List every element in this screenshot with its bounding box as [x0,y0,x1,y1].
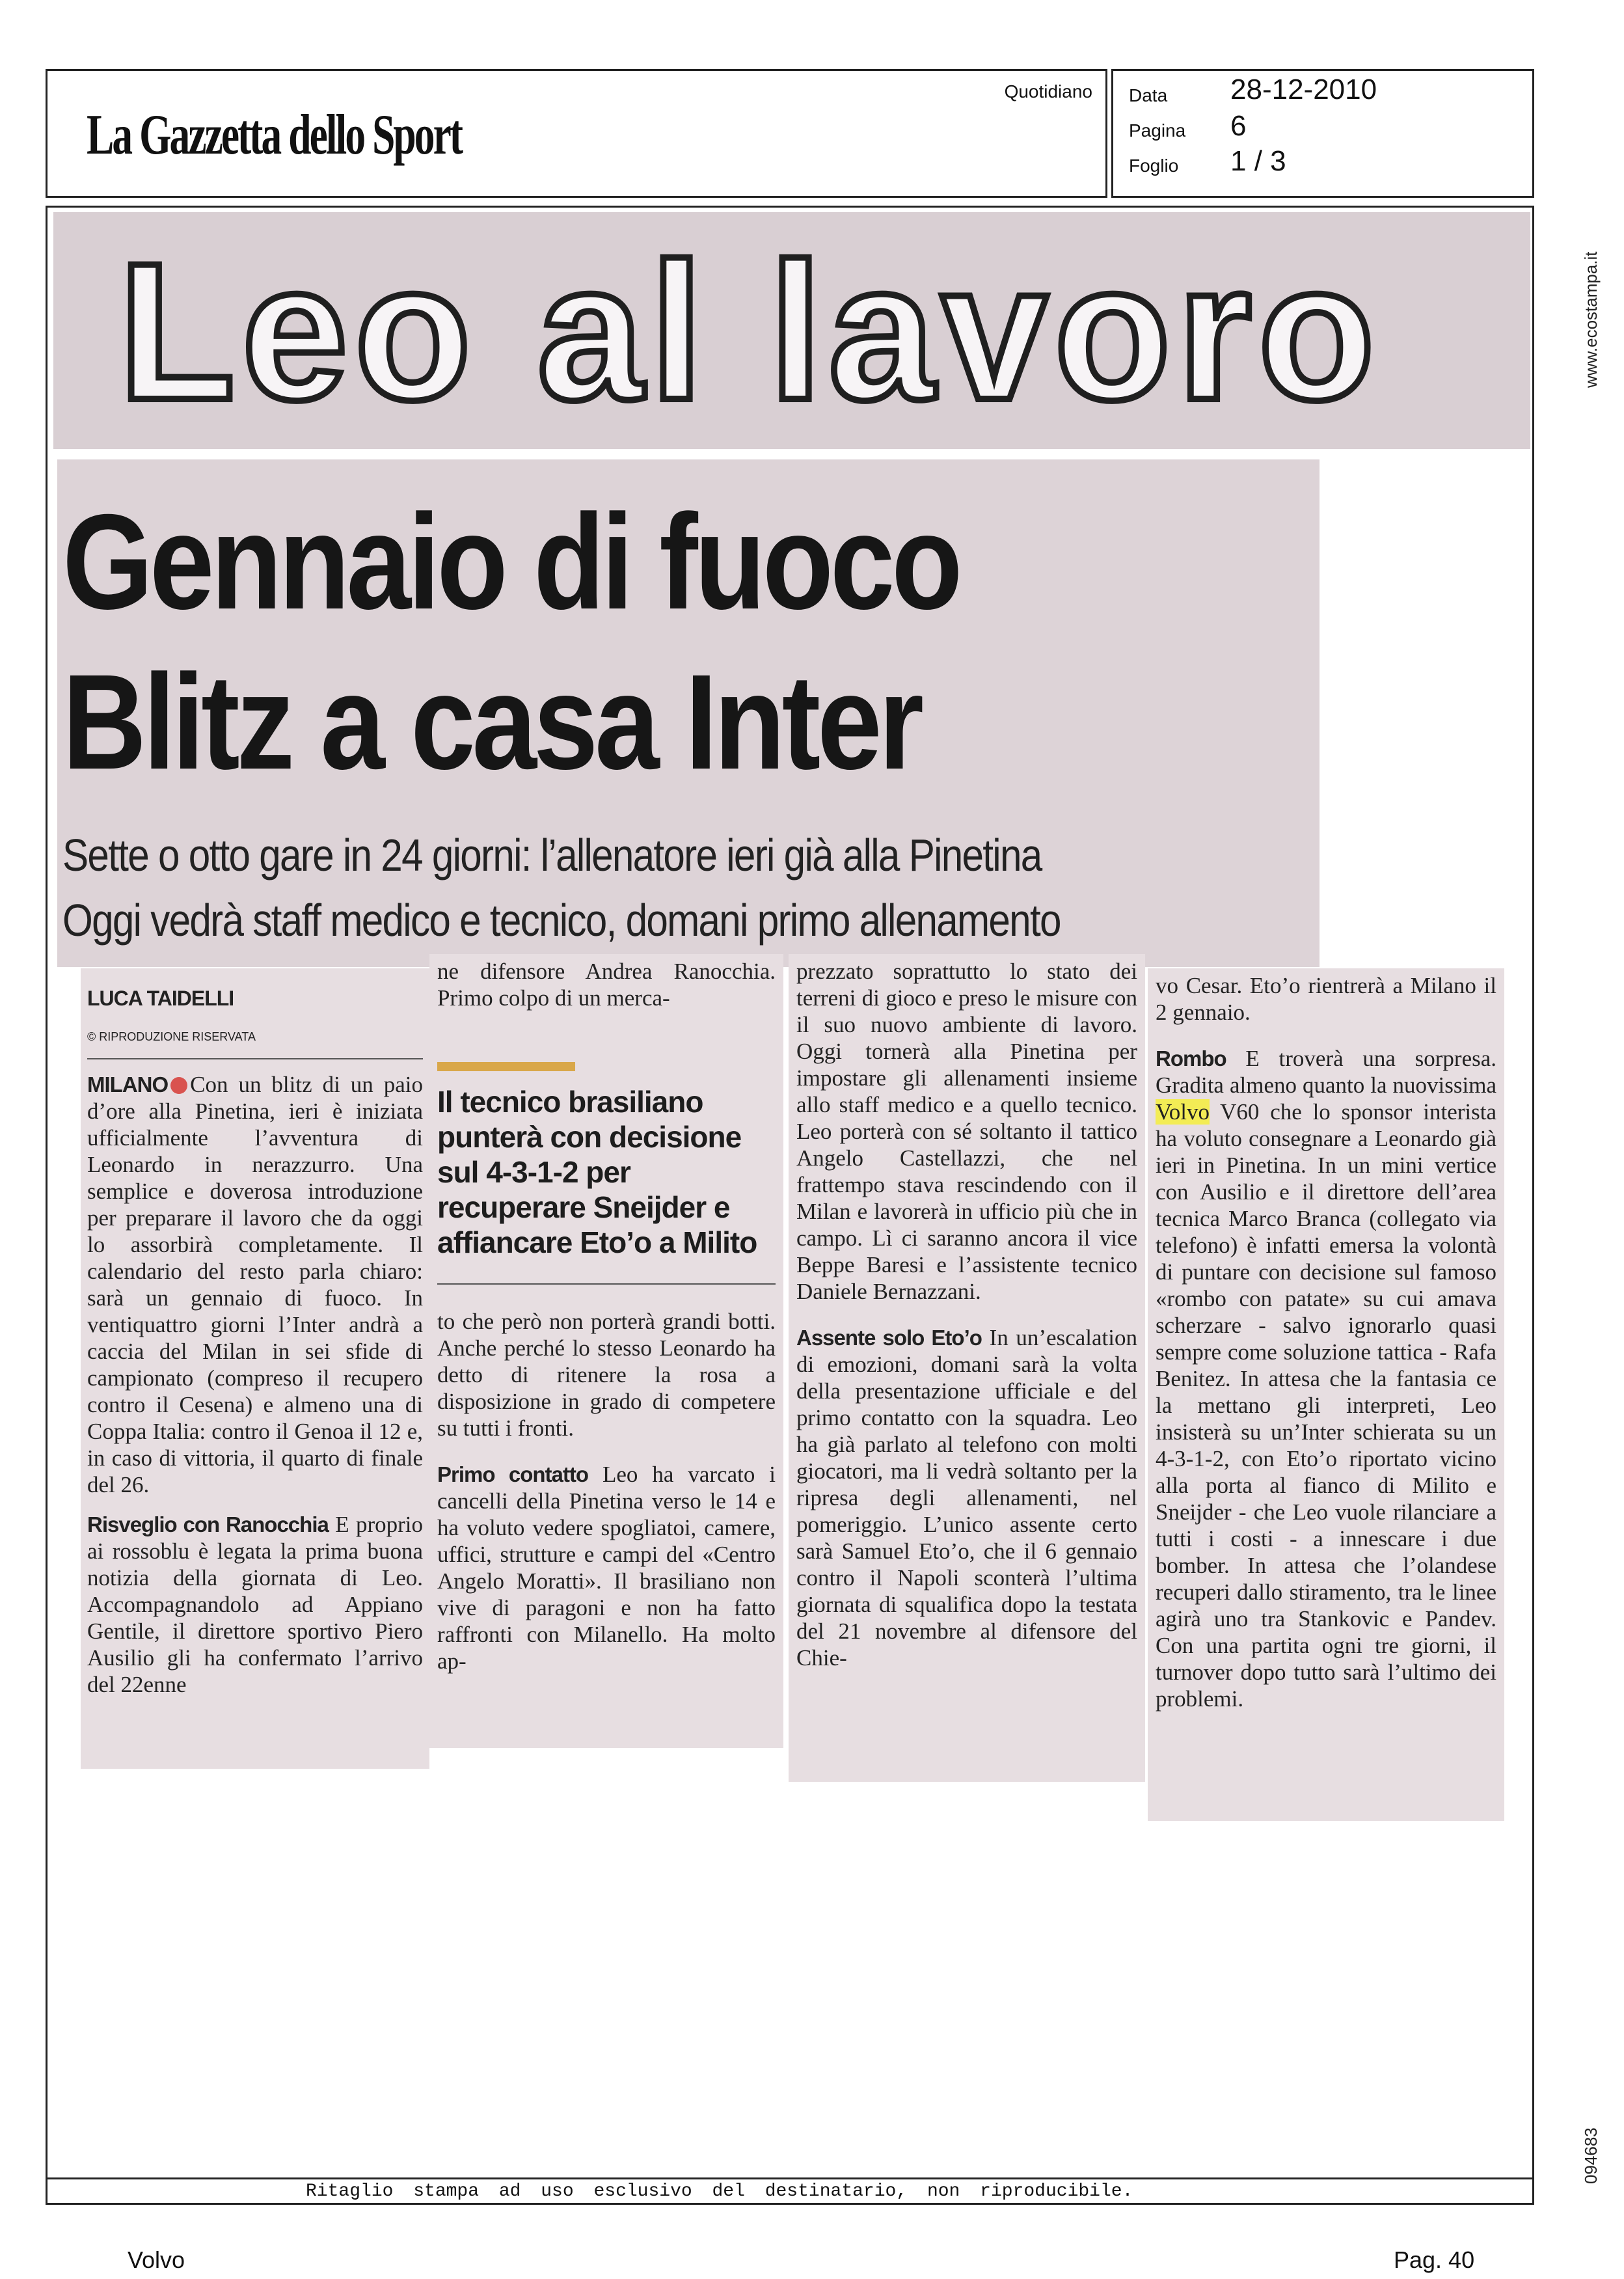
article-column-4 [1148,968,1504,1821]
meta-label-foglio: Foglio [1129,156,1179,176]
paragraph-text: V60 che lo sponsor interista ha voluto consegnare a Leonardo già ieri in Pinetina. In un mini vertice con Ausilio e il direttore dell’area tecnica Marco Branca (collegato via telefono) è infatti emersa la volontà di puntare con decisione sul famoso «rombo con patate» su cui amava scherzare - salvo ignorarlo quasi sempre come soluzione tattica - Rafa Benitez. In attesa che la fantasia ce la mettano gli interpreti, Leo insisterà su un’Inter schierata su un 4-3-1-2, con Eto’o riportato vicino alla porta al fianco di Milito e Sneijder - che Leo vuole rilanciare a tutti i costi - a innescare i due bomber. In attesa che l’olandese recuperi dallo stiramento, tra le linee agirà uno tra Stankovic e Pandev. Con una partita ogni tre giorni, il turnover dopo tutto sarà l’ultimo dei problemi. [1156,1099,1496,1712]
callout-accent-bar [437,1062,575,1071]
author-byline: LUCA TAIDELLI [87,987,234,1010]
meta-label-data: Data [1129,85,1168,105]
website-text: www.ecostampa.it [1581,251,1601,388]
highlighted-keyword: Volvo [1156,1099,1210,1125]
paragraph-text: ne difensore Andrea Ranocchia. Primo colpo di un merca- [437,959,776,1011]
paragraph [437,958,776,1011]
paragraph-text: vo Cesar. Eto’o rientrerà a Milano il 2 gennaio. [1156,973,1496,1025]
footer-client-name: Volvo [128,2246,185,2273]
kicker-text: Leo al lavoro [118,222,1381,441]
article-column-3 [789,954,1145,1782]
paragraph-text: E proprio ai rossoblu è legata la prima buona notizia della giornata di Leo. Accompagnandolo ad Appiano Gentile, il direttore sportivo Piero Ausilio gli ha confermato l’arrivo del 22enne [87,1512,423,1697]
header-meta-box [1111,69,1534,198]
header-masthead-box [46,69,1107,198]
paragraph-text: Leo ha varcato i cancelli della Pinetina verso le 14 e ha voluto vedere spogliatoi, camere, uffici, strutture e campi del «Centro Angelo Moratti». Il brasiliano non vive di paragoni e non ha fatto raffronti con Milanello. Ha molto ap- [437,1462,776,1674]
paragraph-text: prezzato soprattutto lo stato dei terreni di gioco e preso le misure con il suo nuovo ambiente di lavoro. Oggi tornerà alla Pinetina per impostare gli allenamenti insieme allo staff medico e a quello tecnico. Leo porterà con sé soltanto il tattico Angelo Castellazzi, che nel frattempo stava rescindendo con il Milan e lavorerà in ufficio più che in campo. Lì ci saranno ancora il vice Beppe Baresi e l’assistente tecnico Daniele Bernazzani. [796,959,1137,1304]
meta-value-data: 28-12-2010 [1230,74,1377,105]
copyright-notice: © RIPRODUZIONE RISERVATA [87,1024,423,1059]
headline-line-2: Blitz a casa Inter [62,647,921,798]
reproduction-notice: Ritaglio stampa ad uso esclusivo del destinatario, non riproducibile. [306,2181,1133,2202]
meta-label-pagina: Pagina [1129,120,1186,141]
document-id-vertical-label [1578,2102,1604,2187]
pink-dot-icon [170,1077,187,1094]
section-lead: Rombo [1156,1046,1226,1071]
paragraph [87,1071,423,1498]
footer-page-number: Pag. 40 [1394,2246,1475,2273]
website-vertical-label [1578,215,1604,390]
paragraph [437,1308,776,1441]
kicker-banner [53,212,1530,449]
paragraph [437,1461,776,1674]
paragraph [87,1511,423,1698]
publication-type: Quotidiano [1004,81,1092,102]
subheadline-line-1: Sette o otto gare in 24 giorni: l’allenatore ieri già alla Pinetina [62,830,1042,880]
document-id-text: 094683 [1581,2127,1601,2184]
paragraph-text: In un’escalation di emozioni, domani sarà la volta della presentazione ufficiale e del primo contatto con la squadra. Leo ha già parlato al telefono con molti giocatori, ma li vedrà soltanto per la ripresa degli allenamenti, nel pomeriggio. L’unico assente certo sarà Samuel Eto’o, che il 6 gennaio contro il Napoli sconterà l’ultima giornata di squalifica dopo la testata del 21 novembre al difensore del Chie- [796,1325,1137,1671]
paragraph [796,958,1137,1305]
section-lead: Risveglio con Ranocchia [87,1512,329,1536]
paragraph-text: E troverà una sorpresa. Gradita almeno quanto la nuovissima [1156,1046,1497,1098]
paragraph-text: to che però non porterà grandi botti. Anche perché lo stesso Leonardo ha detto di ritenere la rosa a disposizione in grado di competere su tutti i fronti. [437,1309,776,1441]
section-lead: Primo contatto [437,1462,589,1486]
article-column-1 [81,968,429,1769]
paragraph-text: Con un blitz di un paio d’ore alla Pinetina, ieri è iniziata ufficialmente l’avventura di Leonardo in nerazzurro. Una semplice e doverosa introduzione per preparare il lavoro che da oggi lo assorbirà completamente. Il calendario del resto parla chiaro: sarà un gennaio di fuoco. In ventiquattro giorni l’Inter andrà a caccia del Milan in sei sfide di campionato (compreso il recupero contro il Cesena) e almeno una di Coppa Italia: contro il Genoa il 12 e, in caso di vittoria, il quarto di finale del 26. [87,1072,423,1497]
pull-quote: Il tecnico brasiliano punterà con decisione sul 4-3-1-2 per recuperare Sneijder e affiancare Eto’o a Milito [437,1084,776,1285]
headline-line-1: Gennaio di fuoco [62,487,960,638]
meta-value-foglio: 1 / 3 [1230,145,1286,177]
paragraph [1156,972,1496,1026]
paragraph [1156,1045,1496,1712]
dateline: MILANO [87,1072,169,1097]
meta-value-pagina: 6 [1230,110,1247,142]
subheadline-line-2: Oggi vedrà staff medico e tecnico, domani primo allenamento [62,895,1061,946]
section-lead: Assente solo Eto’o [796,1326,982,1350]
paragraph [796,1324,1137,1671]
article-column-2 [429,954,783,1748]
headline-block [57,459,1320,967]
newspaper-logo: La Gazzetta dello Sport [87,103,462,167]
